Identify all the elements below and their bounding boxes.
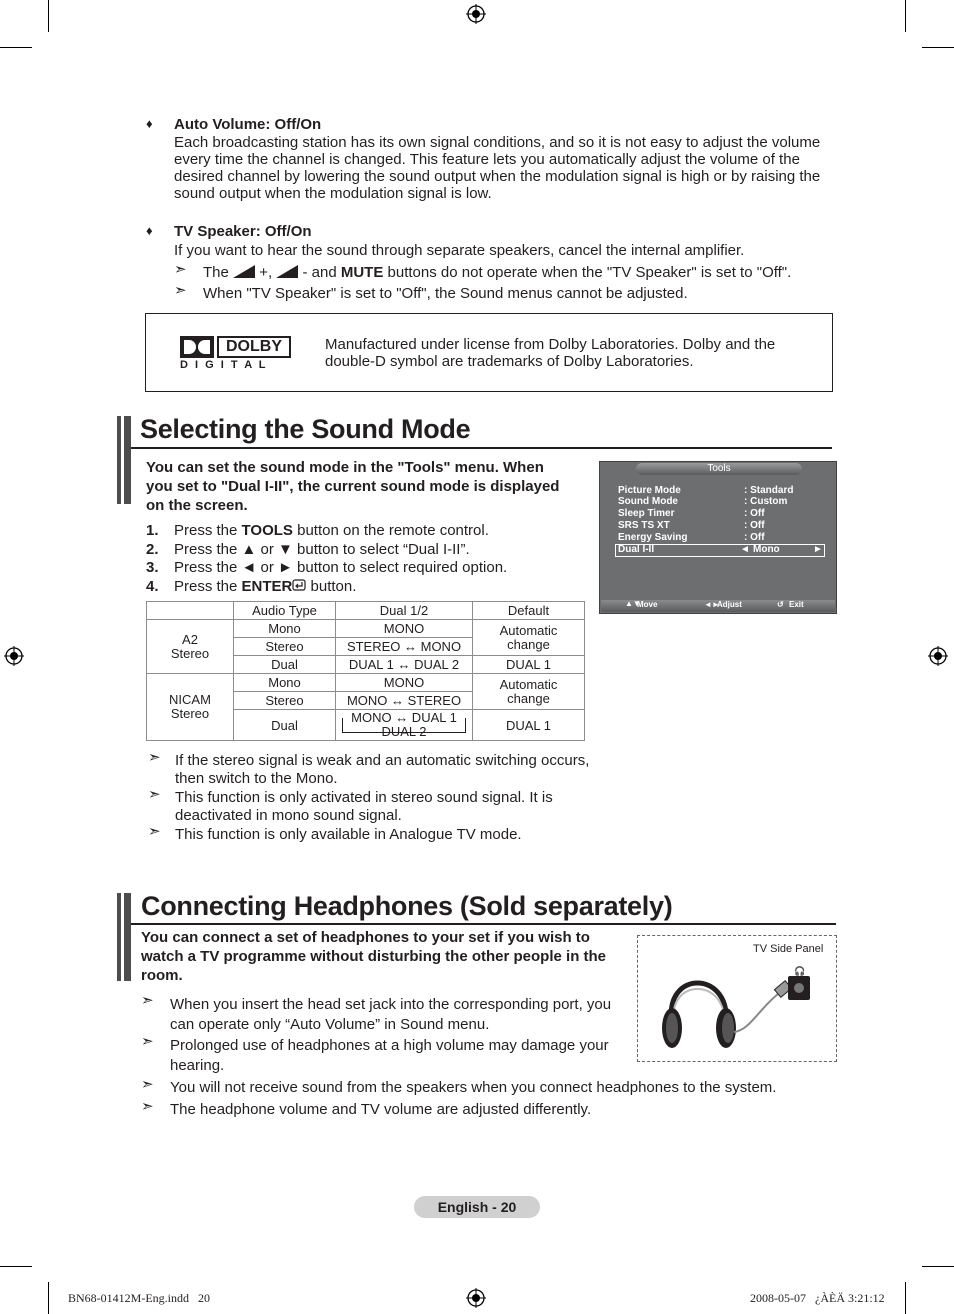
sound-mode-note-2: This function is only activated in stereo sound signal. It is deactivated in mono sound signal. (175, 789, 553, 824)
note-arrow-icon: ➣ (141, 1098, 154, 1115)
step-4 (146, 578, 356, 595)
note-text: +, (259, 264, 273, 281)
table-cell: DUAL 1 ↔ DUAL 2 (336, 656, 473, 674)
note-arrow-icon: ➣ (141, 1033, 154, 1050)
enter-icon (292, 579, 306, 591)
step-text: button. (306, 578, 357, 595)
note-arrow-icon: ➣ (174, 261, 187, 278)
updown-icon: ▲▼ (625, 599, 641, 608)
step-text: Press the ▲ or ▼ button to select “Dual I-II”. (174, 541, 470, 558)
headphones-intro: You can connect a set of headphones to your set if you wish to watch a TV programme without disturbing the other people in the room. (141, 929, 607, 984)
mute-label: MUTE (340, 264, 384, 281)
registration-mark-icon (466, 1288, 486, 1308)
osd-row-value: : Standard (744, 485, 794, 496)
section-bar (117, 416, 121, 504)
page-number-pill: English - 20 (414, 1196, 540, 1218)
registration-mark-icon (466, 4, 486, 24)
note-arrow-icon: ➣ (148, 823, 161, 840)
step-text: Press the (174, 578, 242, 595)
dolby-text: Manufactured under license from Dolby Laboratories. Dolby and the double-D symbol are trademarks of Dolby Laboratories. (325, 336, 776, 370)
table-header (147, 602, 234, 620)
cycle-bracket (342, 718, 466, 733)
heading-rule (131, 447, 832, 449)
heading-rule (131, 923, 836, 925)
note-arrow-icon: ➣ (148, 786, 161, 803)
osd-row-value: : Custom (744, 496, 788, 507)
note-arrow-icon: ➣ (174, 282, 187, 299)
table-cell: Automatic change (473, 674, 585, 710)
table-cell: MONO (336, 620, 473, 638)
sound-mode-heading: Selecting the Sound Mode (140, 414, 471, 444)
bullet-diamond-icon: ♦ (146, 223, 153, 238)
table-cell: Stereo (234, 638, 336, 656)
table-cell: STEREO ↔ MONO (336, 638, 473, 656)
osd-row-label: Sound Mode (618, 496, 678, 507)
osd-exit: Exit (789, 600, 804, 609)
step-2 (146, 541, 470, 558)
table-cell: DUAL 1 (473, 656, 585, 674)
bullet-diamond-icon: ♦ (146, 116, 153, 131)
registration-mark-icon (4, 646, 24, 666)
headphones-note-2: Prolonged use of headphones at a high volume may damage your hearing. (170, 1037, 609, 1074)
table-header: Dual 1/2 (336, 602, 473, 620)
table-cell: Dual (234, 710, 336, 741)
note-text: - and (302, 264, 337, 281)
crop-mark (905, 1282, 906, 1314)
osd-row-value: : Off (744, 520, 765, 531)
step-number: 1. (146, 522, 159, 539)
tv-speaker-note-1 (203, 264, 791, 281)
osd-move: Move (637, 600, 658, 609)
note-arrow-icon: ➣ (141, 992, 154, 1009)
table-cell: DUAL 1 (473, 710, 585, 741)
headphones-note-3: You will not receive sound from the speakers when you connect headphones to the system. (170, 1079, 777, 1096)
dual-cycle-line-1: MONO ↔ DUAL 1 (351, 710, 457, 725)
step-bold: ENTER (241, 578, 293, 595)
table-cell: MONO ↔ STEREO (336, 692, 473, 710)
crop-mark (0, 47, 32, 48)
step-number: 2. (146, 541, 159, 558)
volume-down-icon (276, 265, 298, 278)
osd-selected-row[interactable] (615, 544, 825, 557)
tv-side-panel-label: TV Side Panel (753, 943, 824, 955)
table-cell: Mono (234, 674, 336, 692)
osd-row-label: Picture Mode (618, 485, 681, 496)
dolby-double-d-icon (180, 336, 214, 358)
section-bar (124, 416, 131, 504)
osd-row-label: SRS TS XT (618, 520, 670, 531)
osd-row-label: Energy Saving (618, 532, 688, 543)
step-text: Press the (174, 522, 242, 539)
osd-sel-value: Mono (753, 544, 780, 555)
headphones-heading: Connecting Headphones (Sold separately) (141, 891, 673, 921)
table-cell: Stereo (234, 692, 336, 710)
section-bar (124, 893, 131, 981)
tv-speaker-body: If you want to hear the sound through separate speakers, cancel the internal amplifier. (174, 242, 745, 259)
tv-speaker-title: TV Speaker: Off/On (174, 223, 312, 240)
sound-mode-table (146, 601, 585, 741)
step-bold: TOOLS (241, 522, 293, 539)
osd-adjust: Adjust (717, 600, 742, 609)
step-number: 3. (146, 559, 159, 576)
table-cell: MONO (336, 674, 473, 692)
dolby-logo-sub: D I G I T A L (180, 359, 268, 371)
crop-mark (48, 0, 49, 32)
headphones-illustration-icon (650, 960, 820, 1055)
footer-date: 2008-05-07 ¿ÀÈÄ 3:21:12 (750, 1291, 885, 1305)
step-text: Press the ◄ or ► button to select required option. (174, 559, 508, 576)
note-arrow-icon: ➣ (141, 1076, 154, 1093)
dolby-logo (180, 334, 295, 372)
table-header: Audio Type (234, 602, 336, 620)
osd-sel-label: Dual I-II (618, 544, 655, 555)
volume-up-icon (233, 265, 255, 278)
osd-title-bar: Tools (636, 463, 802, 475)
note-text: The (203, 264, 229, 281)
crop-mark (0, 1266, 32, 1267)
table-cell: Mono (234, 620, 336, 638)
tools-osd-menu (599, 461, 837, 614)
auto-volume-body: Each broadcasting station has its own signal conditions, and so it is not easy to adjust the volume every time the channel is changed. This feature lets you automatically adjust the volume of the desired channel by lowering the sound output when the modulation signal is high or by raising the sound output when the modulation signal is low. (174, 134, 821, 202)
note-text: buttons do not operate when the "TV Speaker" is set to "Off". (387, 264, 792, 281)
crop-mark (922, 47, 954, 48)
svg-text:🎧: 🎧 (794, 966, 806, 976)
leftright-icon: ◄► (704, 600, 720, 609)
table-cell: Automatic change (473, 620, 585, 656)
table-header: Default (473, 602, 585, 620)
registration-mark-icon (928, 646, 948, 666)
headphones-note-1: When you insert the head set jack into the corresponding port, you can operate only “Auto Volume” in Sound menu. (170, 996, 612, 1033)
return-icon: ↺ (777, 600, 784, 609)
right-arrow-icon: ► (813, 544, 823, 555)
section-bar (117, 893, 121, 981)
osd-bottom-bar (601, 600, 835, 612)
osd-row-value: : Off (744, 508, 765, 519)
table-cell-dual-cycle (336, 710, 473, 741)
osd-row-value: : Off (744, 532, 765, 543)
note-arrow-icon: ➣ (148, 749, 161, 766)
step-number: 4. (146, 578, 159, 595)
osd-row-label: Sleep Timer (618, 508, 675, 519)
table-cell-nicam: NICAM Stereo (147, 674, 234, 741)
sound-mode-note-3: This function is only available in Analogue TV mode. (175, 826, 522, 843)
headphones-note-4: The headphone volume and TV volume are adjusted differently. (170, 1101, 592, 1118)
dual-cycle-line-2: DUAL 2 (381, 724, 427, 739)
crop-mark (922, 1266, 954, 1267)
crop-mark (905, 0, 906, 32)
step-text: button on the remote control. (292, 522, 489, 539)
tv-speaker-note-2: When "TV Speaker" is set to "Off", the Sound menus cannot be adjusted. (203, 285, 688, 302)
footer-file: BN68-01412M-Eng.indd 20 (68, 1291, 210, 1305)
auto-volume-title: Auto Volume: Off/On (174, 116, 322, 133)
crop-mark (48, 1282, 49, 1314)
step-1 (146, 522, 489, 539)
table-cell: Dual (234, 656, 336, 674)
sound-mode-note-1: If the stereo signal is weak and an automatic switching occurs, then switch to the Mono. (175, 752, 590, 787)
sound-mode-intro: You can set the sound mode in the "Tools" menu. When you set to "Dual I-II", the current sound mode is displayed on the screen. (146, 459, 560, 514)
table-cell-a2: A2 Stereo (147, 620, 234, 674)
dolby-logo-word: DOLBY (217, 336, 291, 358)
step-3 (146, 559, 507, 576)
left-arrow-icon: ◄ (740, 544, 750, 555)
